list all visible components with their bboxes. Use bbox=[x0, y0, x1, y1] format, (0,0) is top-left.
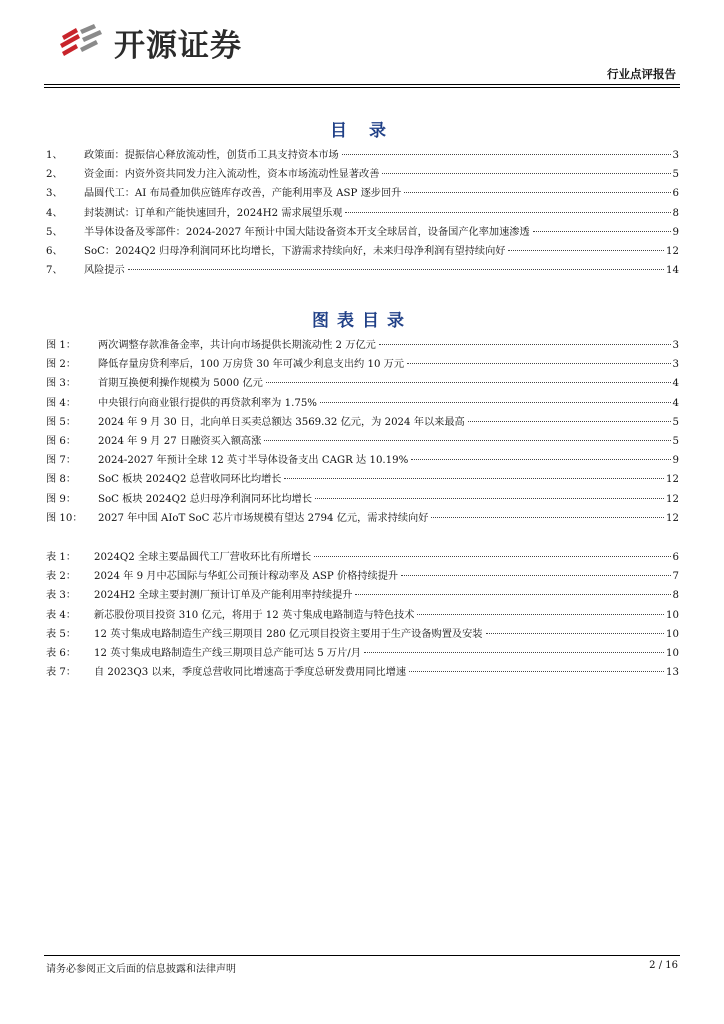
kaiyuan-logo-icon bbox=[54, 22, 108, 62]
figure-entry-page: 12 bbox=[666, 512, 679, 524]
toc-entry[interactable] bbox=[46, 165, 679, 184]
table-entry-page: 13 bbox=[666, 667, 679, 679]
figure-entry-page: 4 bbox=[672, 397, 679, 409]
figure-entry-title: 首期互换便利操作规模为 5000 亿元 bbox=[98, 378, 263, 390]
figures-title: 图表目录 bbox=[312, 311, 412, 331]
leader-dots bbox=[266, 382, 671, 383]
brand-name: 开源证券 bbox=[114, 27, 242, 64]
figure-entry-title: 两次调整存款准备金率，共计向市场提供长期流动性 2 万亿元 bbox=[98, 340, 376, 351]
table-entry-page: 6 bbox=[672, 552, 679, 563]
toc-entry[interactable] bbox=[46, 146, 679, 165]
figure-entry-title: SoC 板块 2024Q2 总归母净利润同环比均增长 bbox=[98, 493, 313, 505]
figure-entry-title: 2027 年中国 AIoT SoC 芯片市场规模有望达 2794 亿元，需求持续向好 bbox=[98, 512, 429, 524]
toc-entry-number: 3、 bbox=[46, 188, 63, 200]
leader-dots bbox=[486, 633, 665, 634]
footer-disclaimer: 请务必参阅正文后面的信息披露和法律声明 bbox=[46, 964, 236, 975]
toc-entry-title: 政策面：提振信心释放流动性，创货币工具支持资本市场 bbox=[84, 150, 339, 161]
figure-entry[interactable] bbox=[46, 336, 679, 355]
figure-entry[interactable] bbox=[46, 413, 679, 432]
figure-entry-title: 2024 年 9 月 30 日，北向单日买卖总额达 3569.32 亿元，为 2024 年以来最高 bbox=[98, 416, 465, 428]
toc-entry-number: 6、 bbox=[46, 245, 63, 257]
figure-entry-title: SoC 板块 2024Q2 总营收同环比均增长 bbox=[98, 474, 282, 486]
figure-entry-page: 3 bbox=[672, 359, 679, 371]
toc-entry-page: 3 bbox=[672, 150, 679, 161]
table-entry-page: 8 bbox=[672, 590, 679, 602]
leader-dots bbox=[355, 594, 670, 595]
leader-dots bbox=[345, 212, 670, 213]
figure-entry-number: 图 10： bbox=[46, 512, 83, 524]
footer-rule bbox=[44, 955, 680, 956]
leader-dots bbox=[411, 459, 670, 460]
table-entry-page: 7 bbox=[672, 571, 679, 583]
figure-entry[interactable] bbox=[46, 355, 679, 374]
toc-entry-number: 5、 bbox=[46, 226, 63, 238]
toc-entry[interactable] bbox=[46, 223, 679, 242]
toc-entry-title: 半导体设备及零部件：2024-2027 年预计中国大陆设备资本开支全球居首，设备国产化率加速渗透 bbox=[84, 226, 530, 238]
toc-entry-page: 12 bbox=[666, 245, 679, 257]
toc-entry-page: 8 bbox=[672, 207, 679, 219]
table-entry-number: 表 7： bbox=[46, 667, 77, 679]
figure-entry-number: 图 1： bbox=[46, 340, 77, 351]
leader-dots bbox=[314, 556, 670, 557]
figure-entry-number: 图 6： bbox=[46, 435, 77, 447]
tables-list bbox=[46, 548, 679, 682]
toc-entry-number: 1、 bbox=[46, 150, 63, 161]
toc-entry-number: 2、 bbox=[46, 169, 63, 181]
leader-dots bbox=[320, 402, 671, 403]
leader-dots bbox=[409, 671, 664, 672]
figure-entry-number: 图 8： bbox=[46, 474, 77, 486]
toc-entry-title: 晶圆代工：AI 布局叠加供应链库存改善，产能利用率及 ASP 逐步回升 bbox=[84, 188, 402, 200]
toc-list bbox=[46, 146, 679, 280]
figure-entry[interactable] bbox=[46, 432, 679, 451]
leader-dots bbox=[468, 421, 671, 422]
figure-entry-number: 图 3： bbox=[46, 378, 77, 390]
toc-entry-title: 资金面：内资外资共同发力注入流动性，资本市场流动性显著改善 bbox=[84, 169, 380, 181]
figure-entry-page: 12 bbox=[666, 474, 679, 486]
figure-entry-title: 2024 年 9 月 27 日融资买入额高涨 bbox=[98, 435, 262, 447]
table-entry-title: 12 英寸集成电路制造生产线三期项目 280 亿元项目投资主要用于生产设备购置及安装 bbox=[94, 628, 483, 640]
page-header bbox=[0, 0, 724, 90]
table-entry[interactable] bbox=[46, 567, 679, 586]
toc-entry-number: 4、 bbox=[46, 207, 63, 219]
header-rule bbox=[44, 84, 680, 85]
figure-entry-page: 9 bbox=[672, 455, 679, 467]
figure-entry-page: 5 bbox=[672, 435, 679, 447]
table-entry-number: 表 5： bbox=[46, 628, 77, 640]
toc-entry[interactable] bbox=[46, 204, 679, 223]
table-entry[interactable] bbox=[46, 586, 679, 605]
table-entry-number: 表 6： bbox=[46, 647, 77, 659]
figure-entry[interactable] bbox=[46, 470, 679, 489]
toc-title: 目 录 bbox=[330, 121, 394, 141]
leader-dots bbox=[379, 344, 671, 345]
leader-dots bbox=[364, 652, 664, 653]
leader-dots bbox=[404, 192, 670, 193]
leader-dots bbox=[401, 575, 670, 576]
table-entry-number: 表 3： bbox=[46, 590, 77, 602]
figure-entry[interactable] bbox=[46, 374, 679, 393]
toc-entry-title: SoC：2024Q2 归母净利润同环比均增长，下游需求持续向好，未来归母净利润有望持续向好 bbox=[84, 245, 506, 257]
table-entry-number: 表 2： bbox=[46, 571, 77, 583]
figure-entry-title: 中央银行向商业银行提供的再贷款利率为 1.75% bbox=[98, 397, 317, 409]
table-entry-title: 12 英寸集成电路制造生产线三期项目总产能可达 5 万片/月 bbox=[94, 647, 361, 659]
figure-entry-page: 4 bbox=[672, 378, 679, 390]
toc-entry[interactable] bbox=[46, 242, 679, 261]
toc-entry-page: 14 bbox=[666, 265, 679, 277]
table-entry[interactable] bbox=[46, 548, 679, 567]
leader-dots bbox=[382, 173, 670, 174]
leader-dots bbox=[128, 269, 664, 270]
table-entry-title: 新芯股份项目投资 310 亿元，将用于 12 英寸集成电路制造与特色技术 bbox=[94, 609, 415, 621]
report-type-label: 行业点评报告 bbox=[607, 67, 676, 81]
leader-dots bbox=[342, 154, 671, 155]
toc-entry-page: 5 bbox=[672, 169, 679, 181]
table-entry-title: 2024Q2 全球主要晶圆代工厂营收环比有所增长 bbox=[94, 552, 312, 563]
toc-entry-page: 6 bbox=[672, 188, 679, 200]
figure-entry[interactable] bbox=[46, 394, 679, 413]
header-rule-thin bbox=[44, 87, 680, 88]
figure-entry[interactable] bbox=[46, 509, 679, 528]
table-entry-title: 自 2023Q3 以来，季度总营收同比增速高于季度总研发费用同比增速 bbox=[94, 667, 407, 679]
figure-entry-page: 3 bbox=[672, 340, 679, 351]
figure-entry-number: 图 5： bbox=[46, 416, 77, 428]
leader-dots bbox=[508, 250, 664, 251]
figure-entry[interactable] bbox=[46, 490, 679, 509]
table-entry-page: 10 bbox=[666, 628, 679, 640]
leader-dots bbox=[315, 498, 664, 499]
table-entry-number: 表 4： bbox=[46, 609, 77, 621]
toc-entry-number: 7、 bbox=[46, 265, 63, 277]
figure-entry[interactable] bbox=[46, 451, 679, 470]
toc-entry-title: 风险提示 bbox=[84, 265, 125, 277]
figure-entry-number: 图 9： bbox=[46, 493, 77, 505]
leader-dots bbox=[407, 363, 670, 364]
leader-dots bbox=[417, 614, 664, 615]
toc-entry[interactable] bbox=[46, 261, 679, 280]
figure-entry-page: 5 bbox=[672, 416, 679, 428]
page-number: 2 / 16 bbox=[649, 960, 678, 971]
table-entry[interactable] bbox=[46, 644, 679, 663]
figure-entry-title: 降低存量房贷利率后，100 万房贷 30 年可减少利息支出约 10 万元 bbox=[98, 359, 405, 371]
figure-entry-title: 2024-2027 年预计全球 12 英寸半导体设备支出 CAGR 达 10.19% bbox=[98, 455, 409, 467]
figure-entry-number: 图 7： bbox=[46, 455, 77, 467]
table-entry-number: 表 1： bbox=[46, 552, 77, 563]
leader-dots bbox=[264, 440, 670, 441]
toc-entry-page: 9 bbox=[672, 226, 679, 238]
table-entry[interactable] bbox=[46, 625, 679, 644]
figure-entry-number: 图 4： bbox=[46, 397, 77, 409]
figure-entry-page: 12 bbox=[666, 493, 679, 505]
table-entry-page: 10 bbox=[666, 647, 679, 659]
brand-logo bbox=[54, 20, 242, 64]
table-entry-title: 2024H2 全球主要封测厂预计订单及产能利用率持续提升 bbox=[94, 590, 353, 602]
table-entry[interactable] bbox=[46, 606, 679, 625]
toc-entry[interactable] bbox=[46, 184, 679, 203]
toc-entry-title: 封装测试：订单和产能快速回升，2024H2 需求展望乐观 bbox=[84, 207, 343, 219]
figures-list bbox=[46, 336, 679, 528]
leader-dots bbox=[431, 517, 664, 518]
figure-entry-number: 图 2： bbox=[46, 359, 77, 371]
table-entry-page: 10 bbox=[666, 609, 679, 621]
table-entry[interactable] bbox=[46, 663, 679, 682]
leader-dots bbox=[533, 231, 671, 232]
table-entry-title: 2024 年 9 月中芯国际与华虹公司预计稼动率及 ASP 价格持续提升 bbox=[94, 571, 399, 583]
leader-dots bbox=[284, 478, 664, 479]
